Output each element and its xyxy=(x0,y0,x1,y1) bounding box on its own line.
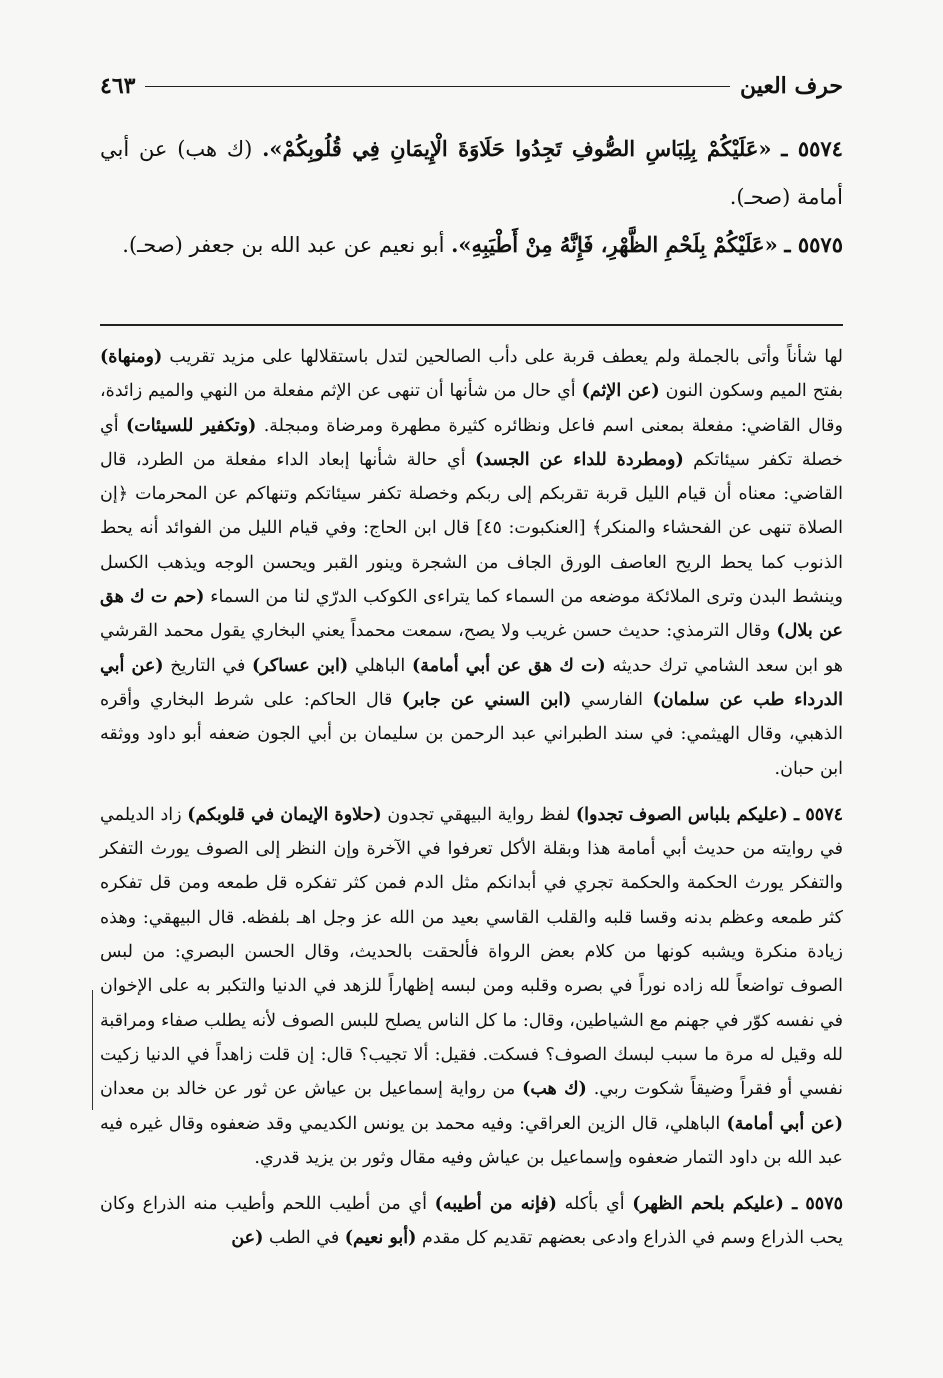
commentary-text: الباهلي، قال الزين العراقي: وفيه محمد بن يونس الكديمي وقد ضعفوه وقال غيره فيه عبد الله بن داود التمار ضعفوه وإسماعيل بن عياش وفيه مقال وثور بن يزيد قدري. xyxy=(100,1113,843,1168)
commentary-text: وقال الترمذي: حديث حسن غريب ولا يصح، سمعت محمداً يعني البخاري يقول محمد القرشي هو ابن سعد الشامي ترك حديثه xyxy=(100,621,843,676)
commentary-keyword: (حلاوة الإيمان في قلوبكم) xyxy=(187,804,382,825)
commentary-text: أي خصلة تكفر سيئاتكم xyxy=(100,415,844,470)
commentary-keyword: (عليكم بلحم الظهر) xyxy=(632,1194,784,1215)
commentary-number: ٥٥٧٤ ـ xyxy=(787,804,844,825)
commentary-text: لها شأناً وأتى بالجملة ولم يعطف قربة على دأب الصالحين لتدل باستقلالها على مزيد تقريب xyxy=(162,347,843,367)
commentary-text: في التاريخ xyxy=(163,655,252,676)
page-header xyxy=(100,66,843,106)
commentary-text: أي بأكله xyxy=(556,1194,633,1215)
commentary-text: قال الحاكم: على شرط البخاري وأقره الذهبي، وقال الهيثمي: في سند الطبراني عبد الرحمن بن سليمان بن أبي الجون ضعفه أبو داود ووثقه ابن حبان. xyxy=(100,689,843,779)
commentary-keyword: (ومنهاة) xyxy=(100,347,163,367)
hadith-matn: «عَلَيْكُمْ بِلَحْمِ الظَّهْرِ، فَإِنَّهُ مِنْ أَطْيَبِهِ». xyxy=(451,232,778,257)
commentary-paragraph xyxy=(100,1187,843,1256)
commentary-keyword: (فإنه من أطيبه) xyxy=(434,1194,557,1215)
hadith-entry xyxy=(100,125,843,221)
commentary-text: أي حال من شأنها أن تنهى عن الإثم مفعلة من النهي والميم زائدة، وقال القاضي: مفعلة بمعنى اسم فاعل ونظائره كثيرة مطهرة ومرضاة ومبجلة. xyxy=(100,381,843,436)
commentary-keyword: (ومطردة للداء عن الجسد) xyxy=(475,449,684,470)
commentary-text: أي حالة شأنها إبعاد الداء مفعلة من الطرد، قال القاضي: معناه أن قيام الليل قربة تقربكم إلى ربكم وخصلة تكفر سيئاتكم وتنهاكم عن المحرمات ﴿إن الصلاة تنهى عن الفحشاء والمنكر﴾ [العنكبوت: ٤٥] قال ابن الحاج: وفي قيام الليل من الفوائد أنه يحط الذنوب كما يحط الريح العاصف الورق الجاف من الشجرة وينور القبر ويحسن الوجه ويذهب الكسل وينشط البدن وترى الملائكة موضعه من السماء كما يتراءى الكوكب الدرّي لنا من السماء xyxy=(100,449,844,608)
hadith-source: (ك هب) عن أبي أمامة (صحـ). xyxy=(100,137,843,209)
commentary-text: بفتح الميم وسكون النون xyxy=(659,381,843,402)
commentary-keyword: (عن الإثم) xyxy=(581,381,660,402)
hadith-number: ٥٥٧٥ ـ xyxy=(784,232,843,257)
hadith-entry xyxy=(100,221,843,269)
commentary-keyword: (عليكم بلباس الصوف تجدوا) xyxy=(575,804,788,825)
commentary-keyword: (وتكفير للسيئات) xyxy=(125,415,257,436)
commentary-text: الباهلي xyxy=(348,655,412,676)
section-divider xyxy=(100,324,843,326)
commentary-text: زاد الديلمي في روايته من حديث أبي أمامة هذا وبقلة الأكل تعرفوا في الآخرة وإن النظر إلى الصوف يورث التفكر والتفكر يورث الحكمة والحكمة تجري في أبدانكم مثل الدم فمن كثر تفكره قل طمعه ومن قل تفكره كثر طمعه وعظم بدنه وقسا قلبه والقلب القاسي بعيد من الله عز وجل اهـ بلفظه. قال البيهقي: وهذه زيادة منكرة ويشبه كونها من كلام بعض الرواة فألحقت بالحديث، وقال الحسن البصري: من لبس الصوف تواضعاً لله زاده نوراً في بصره وقلبه ومن لبسه إظهاراً للزهد في الدنيا والتكبر به على الإخوان في نفسه كوّر في جهنم مع الشياطين، وقال: ما كل الناس يصلح للبس الصوف لأنه يطلب صفاء ومراقبة لله وقيل له مرة ما سبب لبسك الصوف؟ فسكت. فقيل: ألا تجيب؟ قال: إن قلت زاهداً في الدنيا زكيت نفسي أو فقراً وضيقاً شكوت ربي. xyxy=(100,804,843,1100)
commentary-citation: (حم ت ك هق عن بلال) xyxy=(100,587,843,642)
commentary-paragraph xyxy=(100,798,843,1175)
hadith-matn: «عَلَيْكُمْ بِلِبَاسِ الصُّوفِ تَجِدُوا حَلَاوَةَ الْإِيمَانِ فِي قُلُوبِكُمْ». xyxy=(262,136,772,161)
commentary-citation: (عن xyxy=(231,1228,264,1249)
commentary-block xyxy=(100,340,843,1256)
margin-line xyxy=(92,990,93,1110)
commentary-citation: (ك هب) xyxy=(522,1079,587,1100)
commentary-citation: (عن أبي أمامة) xyxy=(726,1113,843,1134)
commentary-text: أي من أطيب اللحم وأطيب منه الذراع وكان يحب الذراع وسم في الذراع وادعى بعضهم تقديم كل مقدم xyxy=(100,1194,843,1249)
commentary-text: الفارسي xyxy=(571,689,653,710)
commentary-citation: (أبو نعيم) xyxy=(344,1228,417,1249)
commentary-number: ٥٥٧٥ ـ xyxy=(783,1194,844,1215)
hadith-source: أبو نعيم عن عبد الله بن جعفر (صحـ). xyxy=(122,233,445,257)
header-rule xyxy=(145,86,730,87)
hadith-text-block xyxy=(100,125,843,269)
commentary-citation: (عن أبي الدرداء طب عن سلمان) xyxy=(100,655,843,710)
commentary-citation: (ابن عساكر) xyxy=(252,655,349,676)
commentary-citation: (ت ك هق عن أبي أمامة) xyxy=(411,655,606,676)
commentary-paragraph xyxy=(100,340,843,786)
commentary-citation: (ابن السني عن جابر) xyxy=(401,689,572,710)
hadith-number: ٥٥٧٤ ـ xyxy=(781,136,843,161)
commentary-text: لفظ رواية البيهقي تجدون xyxy=(381,804,576,825)
page-number: ٤٦٣ xyxy=(100,73,136,99)
commentary-text: من رواية إسماعيل بن عياش عن ثور عن خالد بن معدان xyxy=(100,1079,523,1100)
chapter-title: حرف العين xyxy=(739,73,843,99)
commentary-text: في الطب xyxy=(263,1228,345,1249)
